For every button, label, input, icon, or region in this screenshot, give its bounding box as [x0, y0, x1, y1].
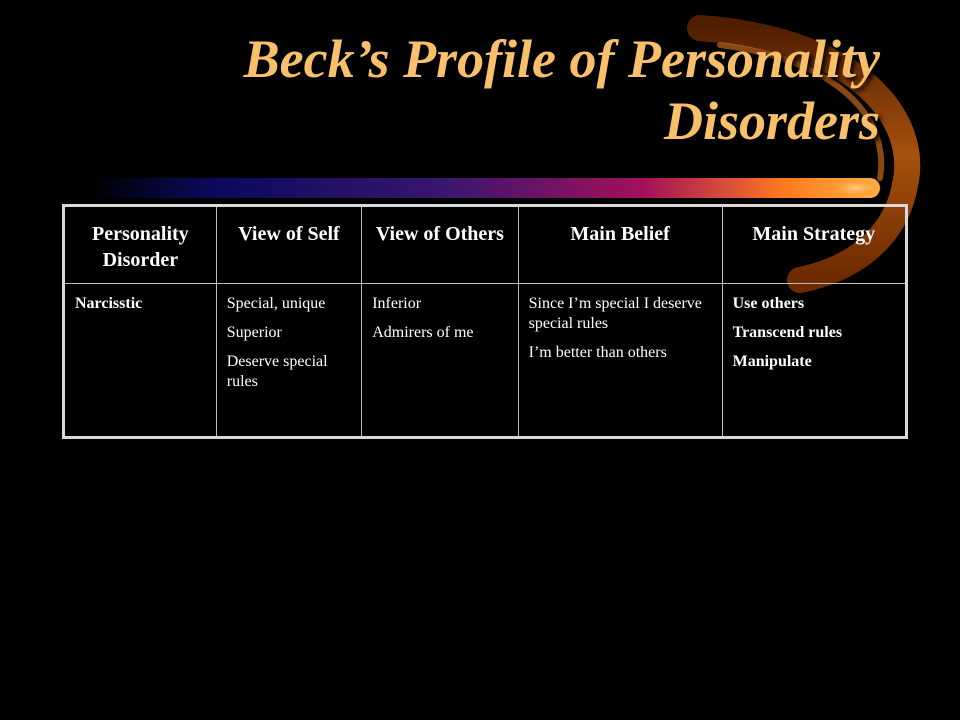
- cell-main-strategy: [722, 284, 906, 438]
- table-header-row: [64, 206, 907, 284]
- main-strategy-item: Transcend rules: [732, 324, 843, 341]
- header-main-strategy: Main Strategy: [722, 206, 906, 284]
- cell-view-of-others: [362, 284, 518, 438]
- main-belief-item: I’m better than others: [528, 344, 667, 361]
- main-strategy-item: Use others: [732, 295, 805, 312]
- profile-table: [62, 204, 908, 439]
- main-belief-item: Since I’m special I deserve special rules: [528, 295, 702, 332]
- view-of-self-item: Superior: [226, 324, 282, 341]
- slide-title: [120, 28, 880, 152]
- view-of-self-item: Special, unique: [226, 295, 326, 312]
- view-of-others-item: Inferior: [372, 295, 422, 312]
- table-row: [64, 284, 907, 438]
- cell-disorder: [64, 284, 217, 438]
- header-view-of-self: View of Self: [216, 206, 361, 284]
- header-personality-disorder: Personality Disorder: [64, 206, 217, 284]
- header-main-belief: Main Belief: [518, 206, 722, 284]
- header-view-of-others: View of Others: [362, 206, 518, 284]
- title-line-1: Beck’s Profile of Personality: [243, 29, 880, 89]
- title-line-2: Disorders: [663, 91, 880, 151]
- profile-table-container: [62, 204, 908, 439]
- disorder-name: Narcisstic: [75, 295, 143, 312]
- cell-main-belief: [518, 284, 722, 438]
- main-strategy-item: Manipulate: [732, 353, 812, 370]
- view-of-others-item: Admirers of me: [372, 324, 474, 341]
- cell-view-of-self: [216, 284, 361, 438]
- view-of-self-item: Deserve special rules: [226, 353, 328, 390]
